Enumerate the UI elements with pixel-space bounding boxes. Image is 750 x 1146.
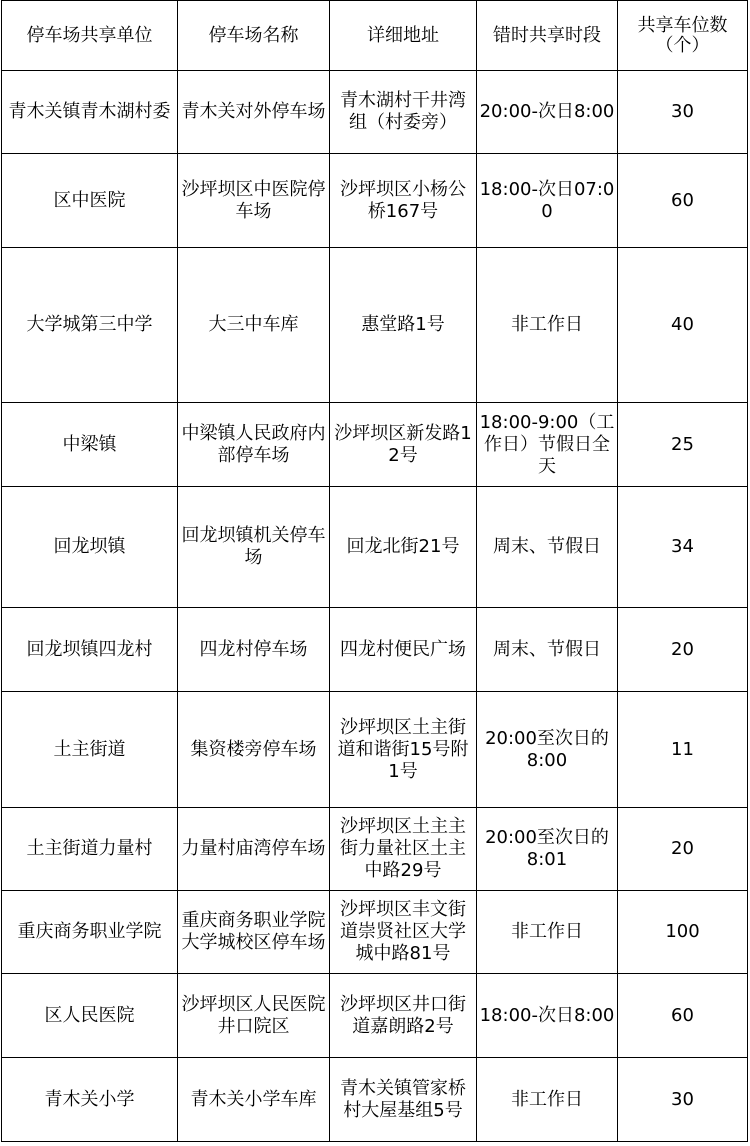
cell-spaces: 20 bbox=[618, 808, 748, 891]
header-row bbox=[2, 1, 748, 71]
cell-lot-name: 集资楼旁停车场 bbox=[178, 692, 330, 808]
cell-address: 沙坪坝区土主主街力量社区土主中路29号 bbox=[330, 808, 477, 891]
cell-address: 沙坪坝区土主街道和谐街15号附1号 bbox=[330, 692, 477, 808]
table-row bbox=[2, 403, 748, 487]
cell-address: 四龙村便民广场 bbox=[330, 608, 477, 692]
cell-unit: 中梁镇 bbox=[2, 403, 178, 487]
cell-address: 惠堂路1号 bbox=[330, 248, 477, 403]
table-row bbox=[2, 154, 748, 248]
cell-lot-name: 大三中车库 bbox=[178, 248, 330, 403]
cell-unit: 区中医院 bbox=[2, 154, 178, 248]
cell-address: 沙坪坝区新发路12号 bbox=[330, 403, 477, 487]
cell-period: 20:00-次日8:00 bbox=[477, 71, 618, 154]
cell-address: 沙坪坝区丰文街道崇贤社区大学城中路81号 bbox=[330, 891, 477, 974]
cell-period: 非工作日 bbox=[477, 891, 618, 974]
header-spaces: 共享车位数（个） bbox=[618, 1, 748, 71]
header-period: 错时共享时段 bbox=[477, 1, 618, 71]
cell-address: 回龙北街21号 bbox=[330, 487, 477, 608]
header-lot-name: 停车场名称 bbox=[178, 1, 330, 71]
cell-unit: 青木关小学 bbox=[2, 1058, 178, 1142]
cell-spaces: 20 bbox=[618, 608, 748, 692]
cell-unit: 重庆商务职业学院 bbox=[2, 891, 178, 974]
cell-lot-name: 青木关小学车库 bbox=[178, 1058, 330, 1142]
cell-period: 非工作日 bbox=[477, 1058, 618, 1142]
table-row bbox=[2, 808, 748, 891]
table-row bbox=[2, 692, 748, 808]
cell-spaces: 100 bbox=[618, 891, 748, 974]
cell-lot-name: 回龙坝镇机关停车场 bbox=[178, 487, 330, 608]
cell-lot-name: 中梁镇人民政府内部停车场 bbox=[178, 403, 330, 487]
cell-period: 周末、节假日 bbox=[477, 487, 618, 608]
cell-unit: 区人民医院 bbox=[2, 974, 178, 1058]
cell-lot-name: 沙坪坝区中医院停车场 bbox=[178, 154, 330, 248]
cell-address: 沙坪坝区井口街道嘉朗路2号 bbox=[330, 974, 477, 1058]
cell-spaces: 60 bbox=[618, 974, 748, 1058]
cell-lot-name: 四龙村停车场 bbox=[178, 608, 330, 692]
cell-period: 非工作日 bbox=[477, 248, 618, 403]
header-address: 详细地址 bbox=[330, 1, 477, 71]
cell-period: 18:00-9:00（工作日）节假日全天 bbox=[477, 403, 618, 487]
cell-spaces: 34 bbox=[618, 487, 748, 608]
table-row bbox=[2, 248, 748, 403]
cell-unit: 回龙坝镇 bbox=[2, 487, 178, 608]
table-row bbox=[2, 891, 748, 974]
table-row bbox=[2, 1058, 748, 1142]
cell-period: 20:00至次日的8:01 bbox=[477, 808, 618, 891]
cell-lot-name: 青木关对外停车场 bbox=[178, 71, 330, 154]
cell-spaces: 11 bbox=[618, 692, 748, 808]
cell-unit: 回龙坝镇四龙村 bbox=[2, 608, 178, 692]
cell-period: 20:00至次日的8:00 bbox=[477, 692, 618, 808]
cell-unit: 土主街道 bbox=[2, 692, 178, 808]
table-row bbox=[2, 487, 748, 608]
table-row bbox=[2, 974, 748, 1058]
table-row bbox=[2, 608, 748, 692]
cell-lot-name: 力量村庙湾停车场 bbox=[178, 808, 330, 891]
cell-address: 青木湖村干井湾组（村委旁） bbox=[330, 71, 477, 154]
cell-spaces: 40 bbox=[618, 248, 748, 403]
header-unit: 停车场共享单位 bbox=[2, 1, 178, 71]
cell-lot-name: 沙坪坝区人民医院井口院区 bbox=[178, 974, 330, 1058]
cell-period: 周末、节假日 bbox=[477, 608, 618, 692]
parking-share-table bbox=[1, 0, 748, 1142]
cell-address: 青木关镇管家桥村大屋基组5号 bbox=[330, 1058, 477, 1142]
cell-spaces: 25 bbox=[618, 403, 748, 487]
cell-period: 18:00-次日07:00 bbox=[477, 154, 618, 248]
cell-unit: 大学城第三中学 bbox=[2, 248, 178, 403]
cell-lot-name: 重庆商务职业学院大学城校区停车场 bbox=[178, 891, 330, 974]
cell-unit: 青木关镇青木湖村委 bbox=[2, 71, 178, 154]
cell-spaces: 30 bbox=[618, 71, 748, 154]
cell-spaces: 60 bbox=[618, 154, 748, 248]
cell-spaces: 30 bbox=[618, 1058, 748, 1142]
cell-period: 18:00-次日8:00 bbox=[477, 974, 618, 1058]
cell-address: 沙坪坝区小杨公桥167号 bbox=[330, 154, 477, 248]
cell-unit: 土主街道力量村 bbox=[2, 808, 178, 891]
table-row bbox=[2, 71, 748, 154]
